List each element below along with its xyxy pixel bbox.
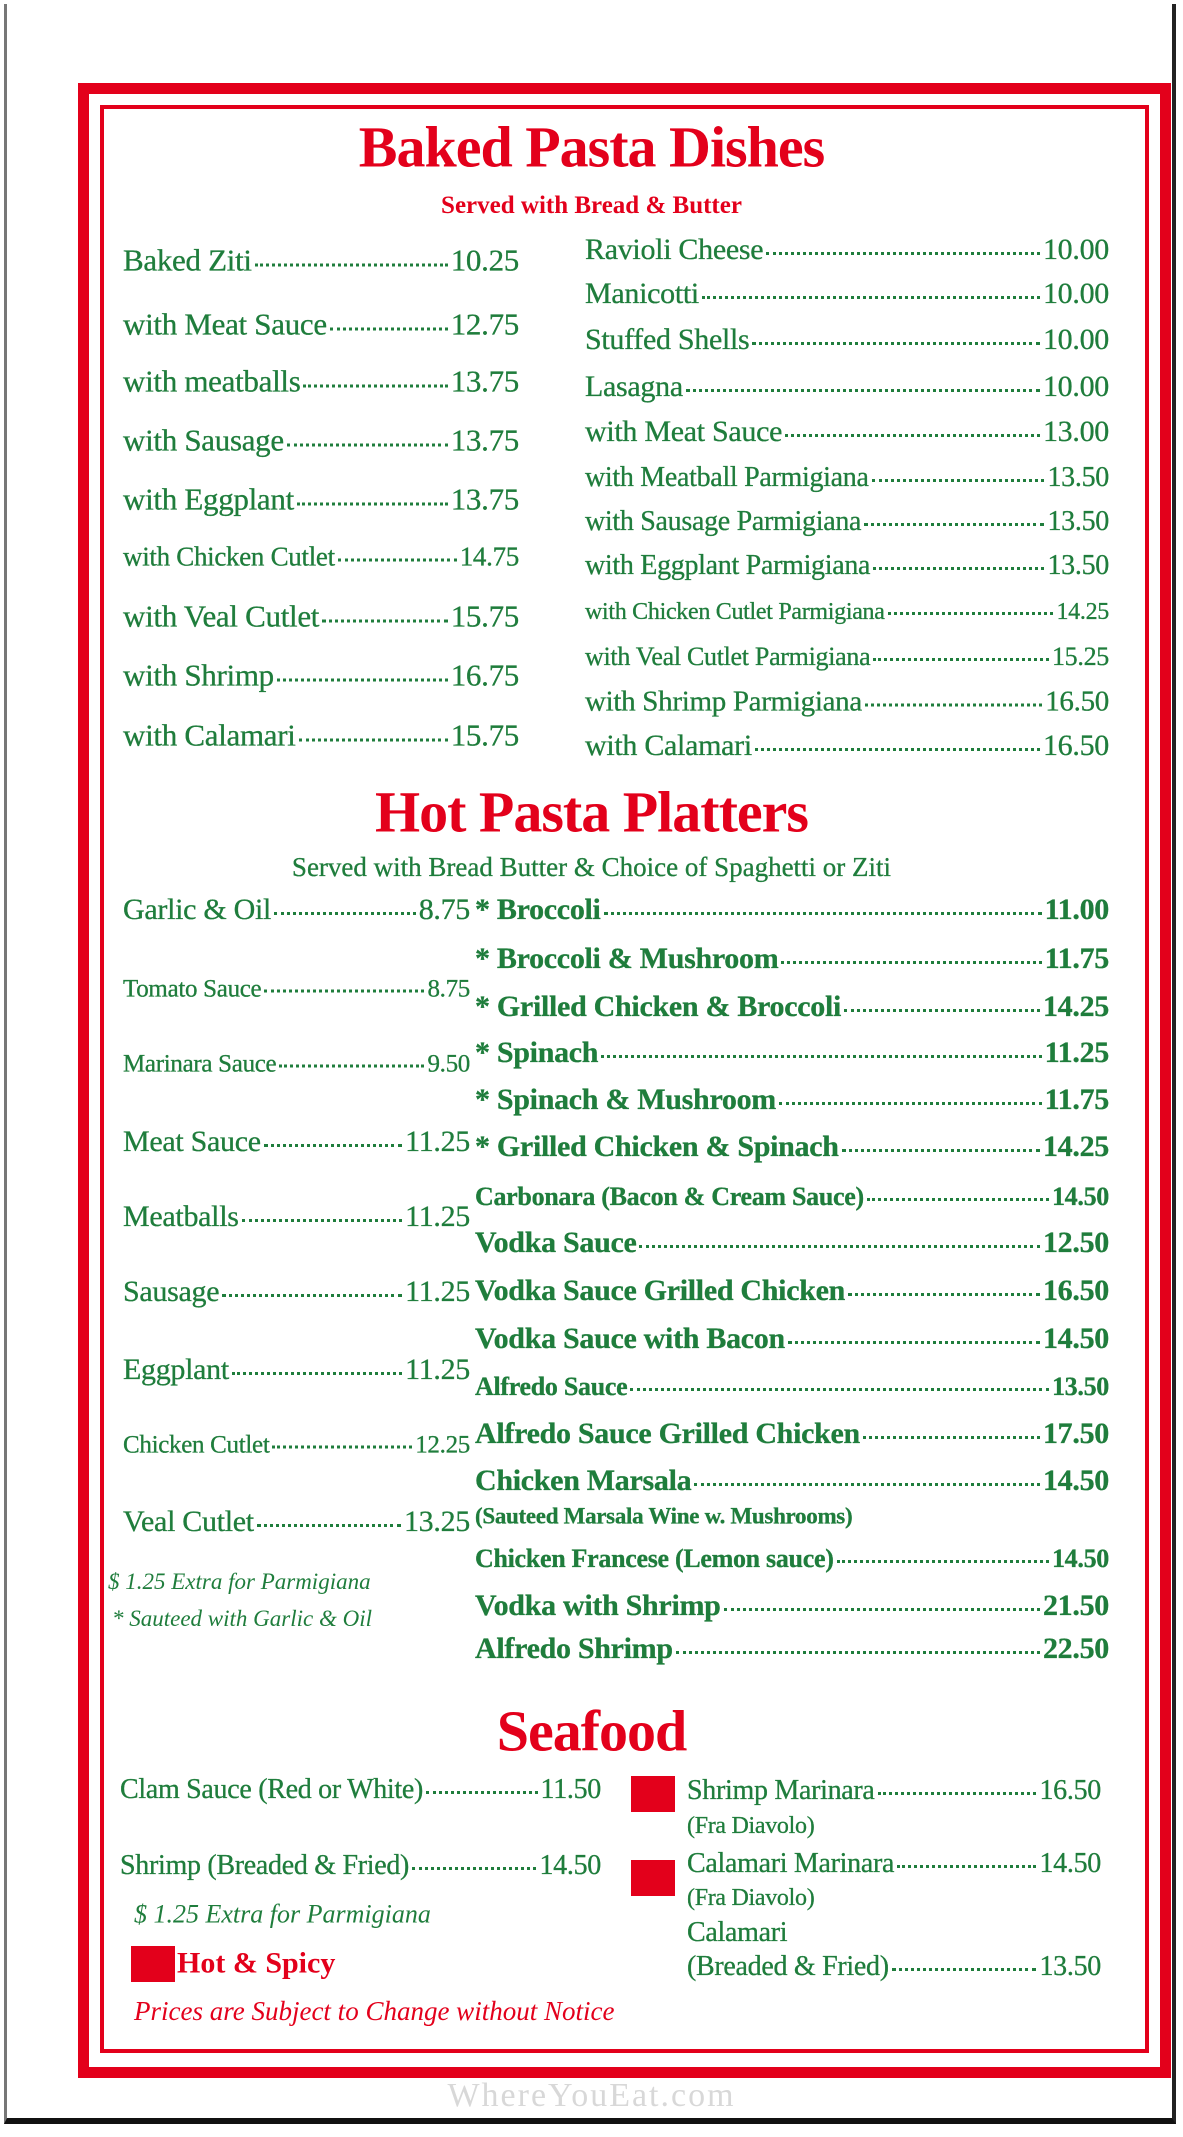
item-price: 10.00 <box>1042 233 1109 266</box>
dot-leader <box>264 1144 402 1147</box>
menu-item <box>585 508 1109 536</box>
item-price: 13.75 <box>450 481 519 517</box>
menu-item <box>123 363 519 399</box>
item-name: Garlic & Oil <box>123 893 272 926</box>
item-name: * Broccoli <box>475 893 601 926</box>
item-name: Vodka Sauce Grilled Chicken <box>475 1274 846 1307</box>
menu-item <box>123 1052 470 1077</box>
item-price: 10.00 <box>1042 370 1109 403</box>
menu-item <box>687 1814 814 1838</box>
item-name: Eggplant <box>123 1353 229 1386</box>
item-name: Baked Ziti <box>123 242 252 278</box>
dot-leader <box>277 679 448 682</box>
item-price: 16.50 <box>1042 1274 1109 1307</box>
item-name: with Sausage <box>123 422 284 458</box>
menu-item <box>585 552 1109 580</box>
item-name: Shrimp Marinara <box>687 1775 875 1806</box>
item-name: (Breaded & Fried) <box>687 1951 889 1982</box>
item-name: (Fra Diavolo) <box>687 1813 815 1839</box>
hot-spicy-marker <box>631 1860 675 1896</box>
menu-item <box>585 464 1109 492</box>
menu-item <box>475 1132 1109 1162</box>
item-name: * Grilled Chicken & Broccoli <box>475 990 842 1023</box>
item-name: with Eggplant <box>123 481 294 517</box>
menu-item <box>475 1466 1109 1496</box>
dot-leader <box>232 1372 402 1375</box>
item-name: with Calamari <box>123 717 296 753</box>
item-name: with Calamari <box>585 729 752 762</box>
item-name: with Chicken Cutlet Parmigiana <box>585 599 885 625</box>
item-name: Alfredo Sauce Grilled Chicken <box>475 1417 860 1450</box>
menu-item <box>585 731 1109 761</box>
menu-item <box>123 598 519 634</box>
item-name: Manicotti <box>585 277 699 310</box>
item-name: Sausage <box>123 1275 220 1308</box>
dot-leader <box>426 1791 538 1794</box>
item-price: 10.25 <box>450 242 519 278</box>
item-name: Vodka Sauce with Bacon <box>475 1322 785 1355</box>
dot-leader <box>888 612 1054 615</box>
item-name: with Chicken Cutlet <box>123 541 335 572</box>
menu-item <box>687 1919 787 1947</box>
item-price: 14.75 <box>459 541 519 572</box>
menu-item <box>123 717 519 753</box>
item-price: 13.50 <box>1047 550 1109 581</box>
menu-item <box>475 895 1109 925</box>
item-name: with Eggplant Parmigiana <box>585 550 871 581</box>
item-price: 16.50 <box>1045 685 1109 718</box>
dot-leader <box>863 1436 1040 1439</box>
menu-item <box>585 644 1109 670</box>
dot-leader <box>279 1065 424 1068</box>
item-price: 16.75 <box>450 657 519 693</box>
menu-item <box>475 992 1109 1022</box>
menu-item <box>475 1546 1109 1572</box>
item-price: 15.75 <box>450 717 519 753</box>
menu-item <box>585 279 1109 309</box>
dot-leader <box>412 1867 536 1870</box>
item-name: with Shrimp <box>123 657 274 693</box>
menu-item <box>120 1776 601 1804</box>
dot-leader <box>785 434 1040 437</box>
item-price: 11.25 <box>1044 1036 1109 1069</box>
menu-item <box>475 1228 1109 1258</box>
item-name: Alfredo Sauce <box>475 1372 628 1401</box>
dot-leader <box>752 342 1040 345</box>
item-price: 11.25 <box>405 1200 470 1233</box>
dot-leader <box>865 704 1042 707</box>
dot-leader <box>322 620 448 623</box>
item-name: with Veal Cutlet <box>123 598 320 634</box>
item-price: 16.50 <box>1042 729 1109 762</box>
dot-leader <box>686 389 1040 392</box>
dot-leader <box>837 1560 1049 1563</box>
menu-item <box>123 1355 470 1385</box>
item-name: Calamari Marinara <box>687 1848 895 1879</box>
item-price: 14.50 <box>1039 1848 1101 1879</box>
item-price: 13.50 <box>1051 1372 1109 1401</box>
item-price: 13.50 <box>1039 1951 1101 1982</box>
item-name: with Meat Sauce <box>123 306 327 342</box>
dot-leader <box>864 523 1044 526</box>
dot-leader <box>781 961 1041 964</box>
menu-item <box>475 1634 1109 1664</box>
menu-item <box>475 1324 1109 1354</box>
item-price: 15.25 <box>1051 642 1109 671</box>
item-price: 14.50 <box>1051 1182 1109 1211</box>
item-name: Lasagna <box>585 370 683 403</box>
dot-leader <box>338 559 457 562</box>
item-name: Meat Sauce <box>123 1125 261 1158</box>
dot-leader <box>257 1524 401 1527</box>
menu-item <box>123 306 519 342</box>
item-name: with Sausage Parmigiana <box>585 506 862 537</box>
menu-item <box>120 1852 601 1880</box>
dot-leader <box>299 739 448 742</box>
price-disclaimer: Prices are Subject to Change without Notice <box>134 1995 615 2026</box>
item-name: * Spinach & Mushroom <box>475 1083 777 1116</box>
dot-leader <box>872 479 1045 482</box>
item-price: 11.25 <box>405 1275 470 1308</box>
hot-spicy-legend-marker <box>131 1946 175 1982</box>
dot-leader <box>222 1294 402 1297</box>
dot-leader <box>242 1219 403 1222</box>
menu-item <box>123 1507 470 1537</box>
item-name: Meatballs <box>123 1200 239 1233</box>
dot-leader <box>694 1483 1040 1486</box>
menu-item <box>475 1591 1109 1621</box>
item-price: 13.25 <box>403 1505 470 1538</box>
item-name: Chicken Cutlet <box>123 1431 270 1459</box>
dot-leader <box>724 1608 1040 1611</box>
dot-leader <box>272 1446 412 1449</box>
item-price: 14.25 <box>1042 990 1109 1023</box>
item-name: Ravioli Cheese <box>585 233 764 266</box>
item-name: with Meatball Parmigiana <box>585 462 869 493</box>
seafood-parmigiana-note: $ 1.25 Extra for Parmigiana <box>134 1899 431 1929</box>
dot-leader <box>788 1341 1040 1344</box>
menu-item <box>475 944 1109 974</box>
menu-item <box>687 1777 1101 1805</box>
item-price: 14.50 <box>1042 1322 1109 1355</box>
dot-leader <box>676 1651 1040 1654</box>
item-price: 11.50 <box>540 1774 601 1805</box>
dot-leader <box>255 264 448 267</box>
item-price: 16.50 <box>1039 1775 1101 1806</box>
baked-title: Baked Pasta Dishes <box>358 114 825 180</box>
item-price: 8.75 <box>427 975 470 1003</box>
dot-leader <box>287 444 448 447</box>
item-price: 10.00 <box>1042 277 1109 310</box>
dot-leader <box>873 658 1049 661</box>
item-name: Vodka Sauce <box>475 1226 637 1259</box>
menu-item <box>123 977 470 1002</box>
dot-leader <box>848 1293 1040 1296</box>
menu-item <box>475 1505 852 1528</box>
dot-leader <box>766 252 1040 255</box>
dot-leader <box>892 1968 1037 1971</box>
item-name: Stuffed Shells <box>585 323 750 356</box>
menu-item <box>687 1886 814 1910</box>
menu-item <box>475 1038 1109 1068</box>
item-price: 21.50 <box>1042 1589 1109 1622</box>
dot-leader <box>604 912 1042 915</box>
item-price: 11.25 <box>405 1353 470 1386</box>
dot-leader <box>639 1245 1040 1248</box>
menu-item <box>585 372 1109 402</box>
dot-leader <box>630 1388 1049 1391</box>
baked-subtitle: Served with Bread & Butter <box>441 191 742 219</box>
dot-leader <box>779 1102 1042 1105</box>
item-name: Carbonara (Bacon & Cream Sauce) <box>475 1182 864 1211</box>
menu-item <box>475 1184 1109 1210</box>
item-price: 11.75 <box>1044 942 1109 975</box>
seafood-title: Seafood <box>496 1698 687 1764</box>
item-name: with Veal Cutlet Parmigiana <box>585 642 871 671</box>
menu-item <box>123 1277 470 1307</box>
hot-title: Hot Pasta Platters <box>375 779 808 845</box>
item-name: with Meat Sauce <box>585 415 783 448</box>
dot-leader <box>873 567 1044 570</box>
item-price: 12.50 <box>1042 1226 1109 1259</box>
menu-item <box>475 1419 1109 1449</box>
menu-item <box>475 1085 1109 1115</box>
item-name: Veal Cutlet <box>123 1505 254 1538</box>
dot-leader <box>755 748 1040 751</box>
dot-leader <box>878 1792 1037 1795</box>
menu-item <box>123 1202 470 1232</box>
item-price: 14.50 <box>1051 1544 1109 1573</box>
item-price: 22.50 <box>1042 1632 1109 1665</box>
menu-item <box>475 1276 1109 1306</box>
watermark: WhereYouEat.com <box>447 2077 736 2114</box>
menu-item <box>475 1374 1109 1400</box>
menu-item <box>123 895 470 925</box>
item-price: 13.75 <box>450 363 519 399</box>
menu-item <box>585 417 1109 447</box>
menu-item <box>687 1850 1101 1878</box>
item-name: Marinara Sauce <box>123 1050 277 1078</box>
dot-leader <box>601 1055 1041 1058</box>
dot-leader <box>702 296 1040 299</box>
item-name: Clam Sauce (Red or White) <box>120 1774 424 1805</box>
item-price: 13.50 <box>1047 462 1109 493</box>
item-price: 13.00 <box>1042 415 1109 448</box>
menu-item <box>585 235 1109 265</box>
hot-spicy-marker <box>631 1776 675 1812</box>
menu-item <box>123 242 519 278</box>
dot-leader <box>264 990 424 993</box>
item-name: Vodka with Shrimp <box>475 1589 721 1622</box>
item-name: * Spinach <box>475 1036 599 1069</box>
menu-item <box>123 1127 470 1157</box>
item-price: 14.25 <box>1056 599 1109 625</box>
item-price: 12.25 <box>415 1431 470 1459</box>
item-name: * Broccoli & Mushroom <box>475 942 779 975</box>
item-name: (Sauteed Marsala Wine w. Mushrooms) <box>475 1503 853 1529</box>
parmigiana-note: $ 1.25 Extra for Parmigiana <box>108 1568 371 1594</box>
item-price: 11.00 <box>1044 893 1109 926</box>
item-price: 14.25 <box>1042 1130 1109 1163</box>
menu-item <box>585 685 1109 718</box>
dot-leader <box>297 503 448 506</box>
menu-item <box>585 325 1109 355</box>
menu-item <box>123 657 519 693</box>
item-price: 11.75 <box>1044 1083 1109 1116</box>
item-name: with Shrimp Parmigiana <box>585 685 862 718</box>
item-price: 13.50 <box>1047 506 1109 537</box>
item-name: (Fra Diavolo) <box>687 1885 815 1911</box>
item-name: Calamari <box>687 1917 788 1948</box>
menu-item <box>123 541 519 572</box>
item-name: Chicken Marsala <box>475 1464 692 1497</box>
hot-subtitle: Served with Bread Butter & Choice of Spaghetti or Ziti <box>291 851 892 882</box>
item-price: 8.75 <box>418 893 470 926</box>
menu-item <box>585 600 1109 624</box>
item-name: Tomato Sauce <box>123 975 262 1003</box>
item-price: 13.75 <box>450 422 519 458</box>
item-name: * Grilled Chicken & Spinach <box>475 1130 839 1163</box>
dot-leader <box>867 1198 1049 1201</box>
sauteed-note: * Sauteed with Garlic & Oil <box>112 1605 373 1631</box>
item-price: 10.00 <box>1042 323 1109 356</box>
menu-item <box>123 481 519 517</box>
menu-item <box>687 1953 1101 1981</box>
item-price: 9.50 <box>427 1050 470 1078</box>
item-name: with meatballs <box>123 363 301 399</box>
item-name: Chicken Francese (Lemon sauce) <box>475 1544 834 1573</box>
item-price: 14.50 <box>1042 1464 1109 1497</box>
item-price: 12.75 <box>450 306 519 342</box>
dot-leader <box>274 912 416 915</box>
dot-leader <box>303 385 447 388</box>
dot-leader <box>897 1865 1036 1868</box>
item-price: 14.50 <box>539 1850 601 1881</box>
dot-leader <box>842 1149 1040 1152</box>
dot-leader <box>844 1009 1040 1012</box>
menu-item <box>123 422 519 458</box>
hot-spicy-legend: Hot & Spicy <box>177 1946 336 1980</box>
item-name: Shrimp (Breaded & Fried) <box>120 1850 410 1881</box>
dot-leader <box>330 328 448 331</box>
item-name: Alfredo Shrimp <box>475 1632 673 1665</box>
menu-item <box>123 1433 470 1458</box>
item-price: 17.50 <box>1042 1417 1109 1450</box>
item-price: 15.75 <box>450 598 519 634</box>
item-price: 11.25 <box>405 1125 470 1158</box>
